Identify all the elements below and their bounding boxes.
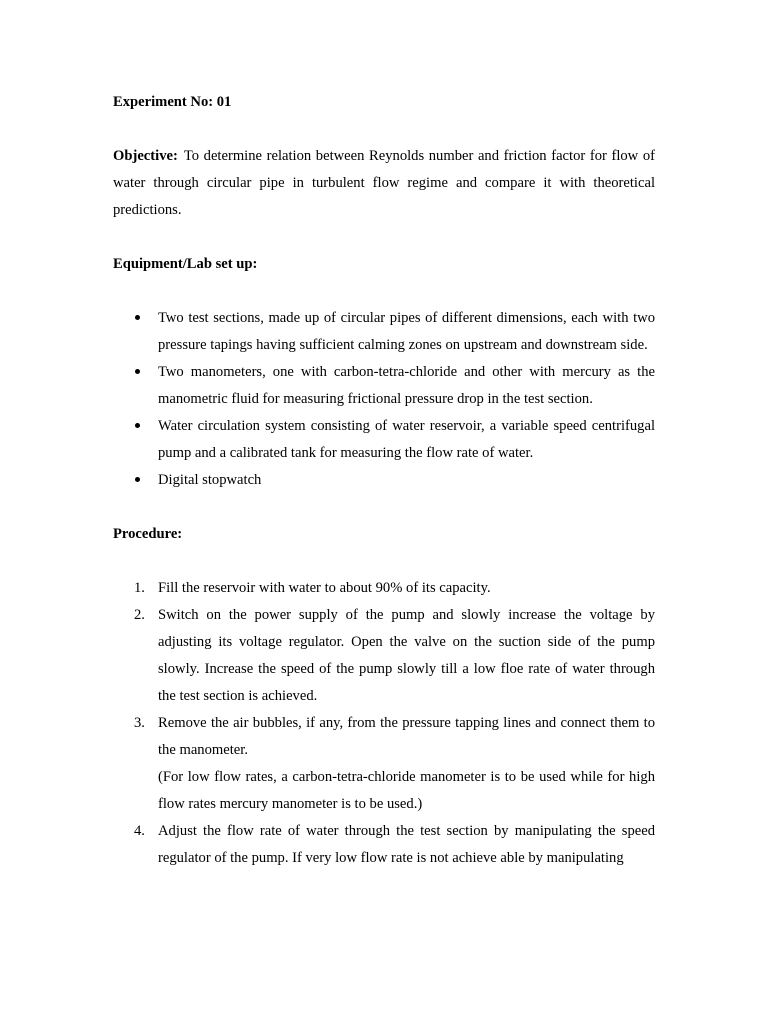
step-number: 4. (134, 823, 145, 839)
list-item (113, 305, 655, 359)
bullet-icon (135, 477, 140, 482)
list-item (113, 818, 655, 872)
experiment-title: Experiment No: 01 (113, 94, 232, 110)
document-page (113, 89, 655, 872)
spacer (113, 116, 655, 143)
step-number: 1. (134, 580, 145, 596)
list-item (113, 602, 655, 710)
list-item (113, 413, 655, 467)
step-text: Remove the air bubbles, if any, from the pressure tapping lines and connect them to the manometer. (158, 715, 655, 758)
step-text: Fill the reservoir with water to about 90% of its capacity. (158, 580, 491, 596)
equipment-heading: Equipment/Lab set up: (113, 256, 258, 272)
equipment-list (113, 305, 655, 494)
list-item (113, 359, 655, 413)
objective-text: To determine relation between Reynolds number and friction factor for flow of water through circular pipe in turbulent flow regime and compare it with theoretical predictions. (113, 148, 655, 218)
step-text: Adjust the flow rate of water through the test section by manipulating the speed regulator of the pump. If very low flow rate is not achieve able by manipulating (158, 823, 655, 866)
bullet-icon (135, 369, 140, 374)
list-item (113, 575, 655, 602)
equipment-item-text: Water circulation system consisting of water reservoir, a variable speed centrifugal pump and a calibrated tank for measuring the flow rate of water. (158, 418, 655, 461)
procedure-list (113, 575, 655, 872)
list-item (113, 467, 655, 494)
spacer (113, 494, 655, 521)
equipment-item-text: Digital stopwatch (158, 472, 262, 488)
procedure-heading: Procedure: (113, 526, 183, 542)
equipment-item-text: Two test sections, made up of circular pipes of different dimensions, each with two pressure tapings having sufficient calming zones on upstream and downstream side. (158, 310, 655, 353)
list-item (113, 710, 655, 818)
step-number: 3. (134, 715, 145, 731)
step-number: 2. (134, 607, 145, 623)
bullet-icon (135, 423, 140, 428)
objective-label: Objective: (113, 148, 178, 164)
spacer (113, 548, 655, 575)
equipment-item-text: Two manometers, one with carbon-tetra-chloride and other with mercury as the manometric fluid for measuring frictional pressure drop in the test section. (158, 364, 655, 407)
objective-paragraph (113, 143, 655, 224)
step-text: Switch on the power supply of the pump and slowly increase the voltage by adjusting its voltage regulator. Open the valve on the suction side of the pump slowly. Increase the speed of the pump slowly till a low floe rate of water through the test section is achieved. (158, 607, 655, 704)
spacer (113, 278, 655, 305)
spacer (113, 224, 655, 251)
bullet-icon (135, 315, 140, 320)
step-note: (For low flow rates, a carbon-tetra-chloride manometer is to be used while for high flow rates mercury manometer is to be used.) (158, 769, 655, 812)
